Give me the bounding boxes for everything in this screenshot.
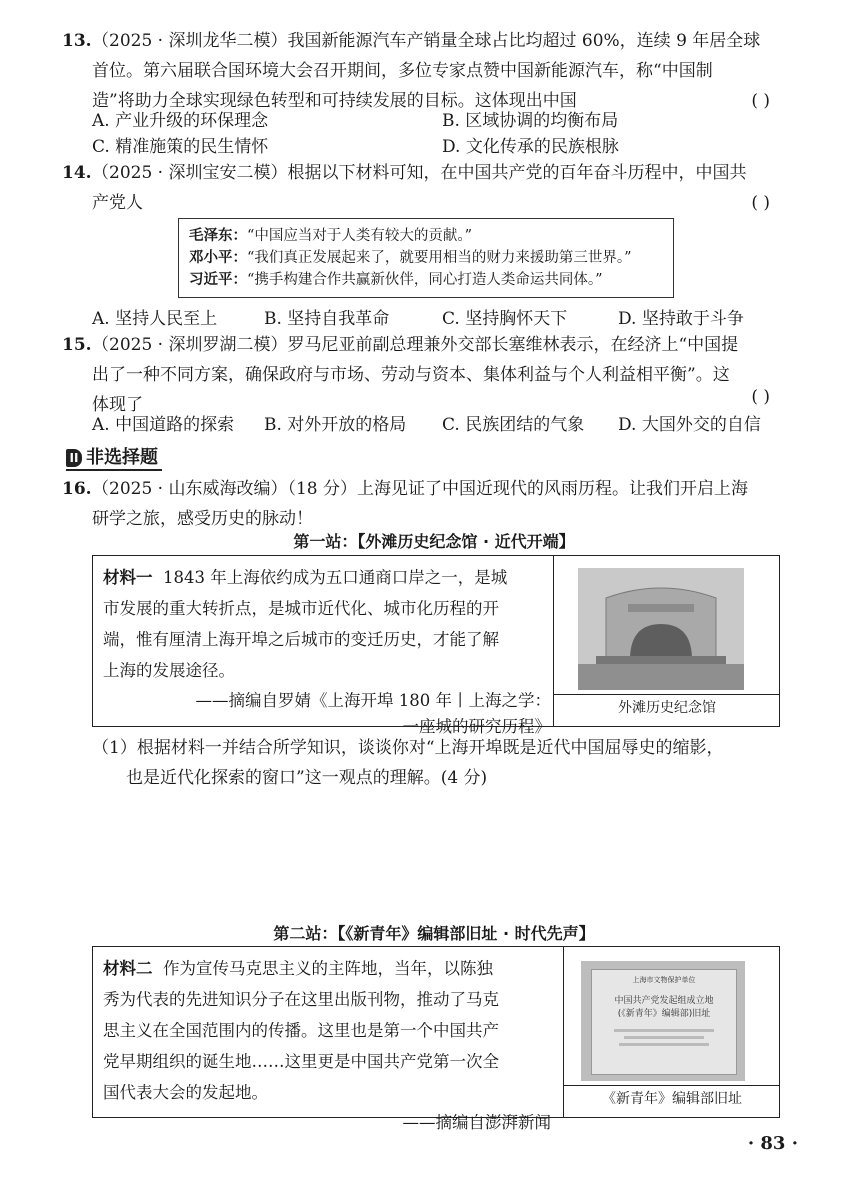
question-stem: （2025 · 深圳龙华二模）我国新能源汽车产销量全球占比均超过 60%，连续 9 年居全球 首位。第六届联合国环境大会召开期间，多位专家点赞中国新能源汽车，称“中国制 造”将助力全球实现绿色转型和可持续发展的目标。这体现出中国 <box>92 31 761 111</box>
station-1-title: 第一站：【外滩历史纪念馆 · 近代开端】 <box>293 532 575 551</box>
plaque-photo <box>581 961 745 1081</box>
material-1-box <box>92 555 780 736</box>
material-label: 材料二 <box>103 959 153 978</box>
material-source: 一座城的研究历程》 <box>402 717 551 736</box>
question-15 <box>62 330 782 420</box>
question-13 <box>62 26 782 116</box>
photo-caption: 《新青年》编辑部旧址 <box>602 1091 742 1107</box>
bund-museum-photo <box>578 568 744 690</box>
subquestion-1: （1）根据材料一并结合所学知识，谈谈你对“上海开埠既是近代中国屈辱史的缩影， 也是近代化探索的窗口”这一观点的理解。(4 分) <box>92 738 724 788</box>
option-d[interactable]: D. 文化传承的民族根脉 <box>442 137 619 157</box>
answer-blank[interactable]: ( ) <box>751 193 770 213</box>
plaque-title: 上海市文物保护单位 <box>632 976 696 984</box>
question-stem: （2025 · 山东威海改编）（18 分）上海见证了中国近现代的风雨历程。让我们开启上海 研学之旅，感受历史的脉动！ <box>92 479 749 529</box>
material-2-text: 材料二 作为宣传马克思主义的主阵地，当年，以陈独 秀为代表的先进知识分子在这里出版刊物，推动了马克 思主义在全国范围内的传播。这里也是第一个中国共产 党早期组织的诞生地……这里更是中国共产党第一次全 国代表大会的发起地。 ——摘编自澎湃新闻 <box>103 953 551 1136</box>
bund-museum-illustration <box>578 568 744 690</box>
section-title: 非选择题 <box>86 447 158 468</box>
page-number: · 83 · <box>747 1133 798 1154</box>
option-d[interactable]: D. 大国外交的自信 <box>618 415 761 435</box>
caption-divider <box>553 694 779 695</box>
material-source: ——摘编自罗婧《上海开埠 180 年丨上海之学： <box>195 691 551 710</box>
answer-blank[interactable]: ( ) <box>751 91 770 111</box>
box-divider <box>563 947 564 1117</box>
station-2-title: 第二站：【《新青年》编辑部旧址 · 时代先声】 <box>273 924 595 943</box>
photo-caption: 外滩历史纪念馆 <box>618 700 716 716</box>
question-number: 16. <box>62 479 92 499</box>
option-c[interactable]: C. 坚持胸怀天下 <box>442 309 568 329</box>
quote-mao: 毛泽东：“中国应当对于人类有较大的贡献。” <box>189 228 473 244</box>
option-c[interactable]: C. 民族团结的气象 <box>442 415 585 435</box>
option-c[interactable]: C. 精准施策的民生情怀 <box>92 137 269 157</box>
section-number-icon: II <box>66 449 82 467</box>
option-a[interactable]: A. 产业升级的环保理念 <box>92 111 269 131</box>
quote-deng: 邓小平：“我们真正发展起来了，就要用相当的财力来援助第三世界。” <box>189 250 632 266</box>
material-2-box <box>92 946 780 1132</box>
caption-divider <box>563 1085 779 1086</box>
option-b[interactable]: B. 区域协调的均衡布局 <box>442 111 619 131</box>
plaque: 上海市文物保护单位 中国共产党发起组成立地 (《新青年》编辑部)旧址 <box>591 969 737 1075</box>
question-16 <box>62 474 782 534</box>
question-stem: （2025 · 深圳宝安二模）根据以下材料可知，在中国共产党的百年奋斗历程中，中国共 产党人 <box>92 163 747 213</box>
question-14 <box>62 158 782 218</box>
question-number: 14. <box>62 163 92 183</box>
option-a[interactable]: A. 坚持人民至上 <box>92 309 218 329</box>
question-stem: （2025 · 深圳罗湖二模）罗马尼亚前副总理兼外交部长塞维林表示，在经济上“中国提 出了一种不同方案，确保政府与市场、劳动与资本、集体利益与个人利益相平衡”。这 体现了 <box>92 335 739 415</box>
material-label: 材料一 <box>103 568 153 587</box>
option-a[interactable]: A. 中国道路的探索 <box>92 415 235 435</box>
section-header <box>66 443 162 471</box>
quote-xi: 习近平：“携手构建合作共赢新伙伴，同心打造人类命运共同体。” <box>189 272 603 288</box>
quote-box <box>178 218 674 298</box>
option-b[interactable]: B. 对外开放的格局 <box>264 415 407 435</box>
material-source: ——摘编自澎湃新闻 <box>402 1113 551 1132</box>
option-d[interactable]: D. 坚持敢于斗争 <box>618 309 744 329</box>
question-number: 13. <box>62 31 92 51</box>
material-1-text: 材料一 1843 年上海依约成为五口通商口岸之一，是城 市发展的重大转折点，是城市近代化、城市化历程的开 端，惟有厘清上海开埠之后城市的变迁历史，才能了解 上海的发展途径。 ——摘编自罗婧《上海开埠 180 年丨上海之学： 一座城的研究历程》 <box>103 562 551 740</box>
answer-blank[interactable]: ( ) <box>751 387 770 407</box>
question-number: 15. <box>62 335 92 355</box>
option-b[interactable]: B. 坚持自我革命 <box>264 309 390 329</box>
box-divider <box>553 556 554 726</box>
answer-area[interactable] <box>92 800 782 910</box>
